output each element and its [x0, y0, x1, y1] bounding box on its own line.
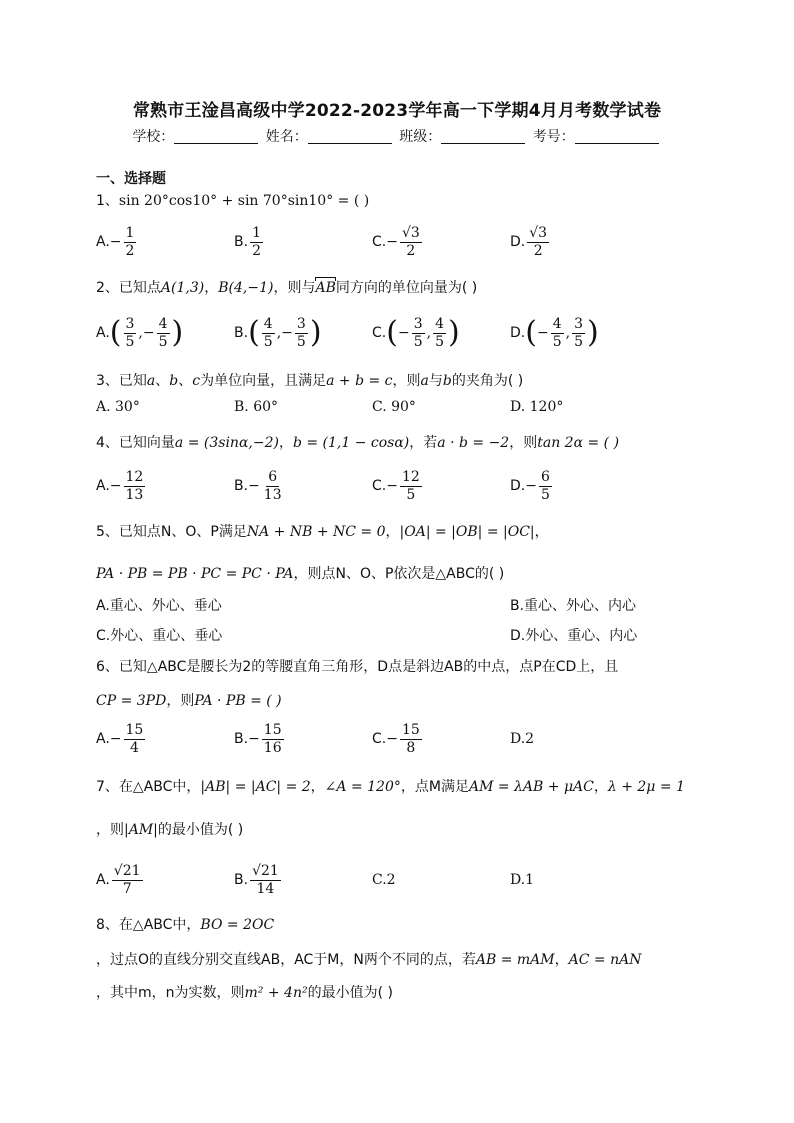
question-7: 7、在△ABC中，|AB| = |AC| = 2，∠A = 120°，点M满足AM = λAB + μAC，λ + 2μ = 1 — [96, 779, 685, 795]
option-b[interactable]: B. $\frac{1}{2}$ — [234, 224, 261, 259]
question-6-line-2: CP = 3PD，则PA · PB = ( ) — [96, 693, 282, 709]
section-heading: 一、选择题 — [96, 171, 166, 187]
option-a[interactable]: A. $\frac{√21}{7}$ — [96, 862, 141, 897]
question-3-options — [96, 392, 696, 422]
option-a[interactable]: A. 30° — [96, 399, 140, 415]
option-c[interactable]: C. − $\frac{15}{8}$ — [372, 721, 420, 756]
name-label: 姓名： — [265, 129, 308, 145]
option-d[interactable]: D.2 — [510, 731, 535, 747]
option-d[interactable]: D.外心、重心、内心 — [510, 628, 638, 644]
question-text: sin 20°cos10° + sin 70°sin10° = ( ) — [118, 193, 370, 209]
option-a[interactable]: A. − $\frac{12}{13}$ — [96, 468, 144, 503]
question-5-line-2: PA · PB = PB · PC = PC · PA，则点N、O、P依次是△ABC的( ) — [96, 566, 505, 582]
question-6: 6、已知△ABC是腰长为2的等腰直角三角形，D点是斜边AB的中点，点P在CD上，且 — [96, 659, 619, 675]
option-a[interactable]: A. ( $\frac{3}{5}$ , − $\frac{4}{5}$ ) — [96, 315, 184, 350]
option-a[interactable]: A.重心、外心、垂心 — [96, 598, 222, 614]
option-b[interactable]: B. $\frac{√21}{14}$ — [234, 862, 279, 897]
student-info-line — [0, 126, 794, 146]
question-8-line-2: ，过点O的直线分别交直线AB，AC于M，N两个不同的点，若AB = mAM，AC = nAN — [96, 952, 642, 968]
question-5: 5、已知点N、O、P满足NA + NB + NC = 0，|OA| = |OB| = |OC|， — [96, 524, 549, 540]
question-8-line-3: ，其中m，n为实数，则m² + 4n²的最小值为( ) — [96, 985, 393, 1001]
option-c[interactable]: C. − $\frac{√3}{2}$ — [372, 224, 420, 259]
question-number: 1、 — [96, 193, 119, 209]
question-1 — [96, 190, 369, 210]
question-1-options — [96, 222, 696, 262]
class-label: 班级： — [399, 129, 442, 145]
question-5-options-row-2 — [96, 625, 696, 645]
name-blank[interactable] — [308, 129, 392, 144]
exam-title: 常熟市王淦昌高级中学2022-2023学年高一下学期4月月考数学试卷 — [132, 101, 662, 121]
exam-number-label: 考号： — [532, 129, 575, 145]
question-3: 3、已知a、b、c为单位向量，且满足a + b = c，则a与b的夹角为( ) — [96, 373, 524, 389]
question-5-options-row-1 — [96, 595, 696, 615]
exam-number-blank[interactable] — [575, 129, 659, 144]
option-c[interactable]: C.外心、重心、垂心 — [96, 628, 223, 644]
school-blank[interactable] — [174, 129, 258, 144]
question-4-options — [96, 466, 696, 506]
question-2: 2、已知点A(1,3)，B(4,−1)，则与AB同方向的单位向量为( ) — [96, 280, 478, 296]
option-c[interactable]: C.2 — [372, 872, 396, 888]
option-d[interactable]: D. ( − $\frac{4}{5}$ , $\frac{3}{5}$ ) — [510, 315, 599, 350]
option-a[interactable]: A. − $\frac{1}{2}$ — [96, 224, 135, 259]
question-7-line-2: ，则|AM|的最小值为( ) — [96, 822, 244, 838]
question-4: 4、已知向量a = (3sinα,−2)，b = (1,1 − cosα)，若a · b = −2，则tan 2α = ( ) — [96, 435, 620, 451]
option-b[interactable]: B. − $\frac{15}{16}$ — [234, 721, 282, 756]
option-c[interactable]: C. 90° — [372, 399, 416, 415]
option-a[interactable]: A. − $\frac{15}{4}$ — [96, 721, 144, 756]
option-d[interactable]: D. − $\frac{6}{5}$ — [510, 468, 550, 503]
option-b[interactable]: B. ( $\frac{4}{5}$ , − $\frac{3}{5}$ ) — [234, 315, 322, 350]
option-d[interactable]: D.1 — [510, 872, 535, 888]
option-b[interactable]: B.重心、外心、内心 — [510, 598, 637, 614]
option-c[interactable]: C. ( − $\frac{3}{5}$ , $\frac{4}{5}$ ) — [372, 315, 460, 350]
question-2-options — [96, 313, 696, 353]
question-7-options — [96, 860, 696, 900]
option-d[interactable]: D. $\frac{√3}{2}$ — [510, 224, 548, 259]
option-c[interactable]: C. − $\frac{12}{5}$ — [372, 468, 420, 503]
option-b[interactable]: B. 60° — [234, 399, 279, 415]
question-6-options — [96, 719, 696, 759]
school-label: 学校： — [132, 129, 175, 145]
class-blank[interactable] — [441, 129, 525, 144]
option-d[interactable]: D. 120° — [510, 399, 564, 415]
question-8: 8、在△ABC中，BO = 2OC — [96, 917, 275, 933]
option-b[interactable]: B. − $\frac{6}{13}$ — [234, 468, 282, 503]
